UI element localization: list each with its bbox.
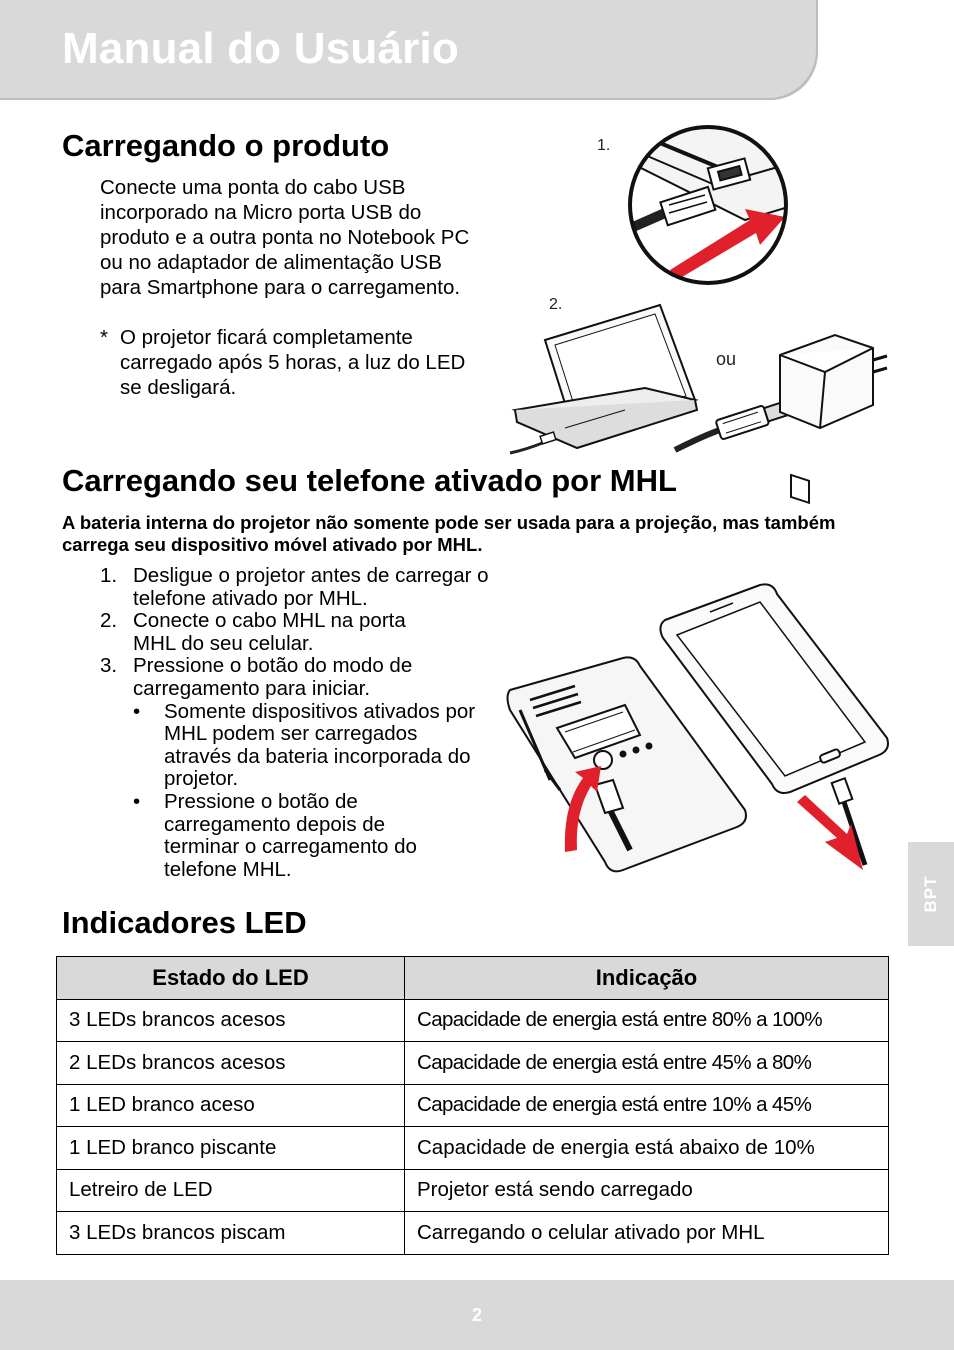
usb-closeup-illustration: [625, 125, 795, 290]
note-text: O projetor ficará completamente carregado após 5 horas, a luz do LED se desligará.: [120, 326, 466, 399]
heading-mhl: Carregando seu telefone ativado por MHL: [62, 463, 677, 498]
led-state-cell: 1 LED branco piscante: [57, 1127, 405, 1170]
table-row: [57, 1169, 889, 1212]
laptop-adapter-illustration: [505, 300, 895, 460]
table-row: [57, 1042, 889, 1085]
indication-cell: Capacidade de energia está entre 80% a 100%: [405, 999, 889, 1042]
indication-cell: Capacidade de energia está entre 45% a 80%: [405, 1042, 889, 1085]
bullet-marker: •: [133, 699, 141, 723]
led-state-cell: 3 LEDs brancos acesos: [57, 999, 405, 1042]
heading-led: Indicadores LED: [62, 905, 307, 940]
mhl-step: [100, 610, 443, 655]
mhl-bullet: [100, 791, 454, 881]
projector-phone-illustration: [505, 580, 890, 880]
led-table: [56, 956, 889, 1255]
led-state-cell: 1 LED branco aceso: [57, 1084, 405, 1127]
figure-step2-label: 2.: [549, 296, 563, 313]
figure-or-label: ou: [716, 349, 737, 369]
mhl-step: [100, 565, 503, 610]
bullet-text: Pressione o botão de carregamento depois de terminar o carregamento do telefone MHL.: [164, 789, 417, 881]
page-title: Manual do Usuário: [62, 24, 459, 73]
table-header-row: [57, 957, 889, 1000]
mhl-bullet: [100, 701, 486, 791]
charging-body: Conecte uma ponta do cabo USB incorporado na Micro porta USB do produto e a outra ponta no Notebook PC ou no adaptador de alimentação USB para Smartphone para o carregamento.: [100, 176, 470, 299]
header-tab: [0, 0, 818, 100]
bullet-text: Somente dispositivos ativados por MHL podem ser carregados através da bateria incorporada do projetor.: [164, 699, 476, 791]
step-text: Pressione o botão do modo de carregamento para iniciar.: [133, 654, 413, 700]
led-state-cell: Letreiro de LED: [57, 1169, 405, 1212]
page-number: 2: [471, 1305, 482, 1325]
table-row: [57, 1084, 889, 1127]
indication-cell: Capacidade de energia está abaixo de 10%: [405, 1127, 889, 1170]
language-tab: [908, 842, 954, 946]
indication-cell: Capacidade de energia está entre 10% a 45%: [405, 1084, 889, 1127]
mhl-intro: A bateria interna do projetor não somente pode ser usada para a projeção, mas também carrega seu dispositivo móvel ativado por MHL.: [62, 512, 836, 555]
mhl-step: [100, 655, 453, 700]
column-header-indication: Indicação: [405, 957, 889, 1000]
table-row: [57, 999, 889, 1042]
table-row: [57, 1127, 889, 1170]
figure-step1-label: 1.: [597, 137, 611, 154]
table-row: [57, 1212, 889, 1255]
charging-note: [100, 325, 480, 400]
step-text: Desligue o projetor antes de carregar o telefone ativado por MHL.: [133, 564, 489, 610]
mhl-steps: [100, 565, 520, 881]
indication-cell: Projetor está sendo carregado: [405, 1169, 889, 1212]
step-number: 1.: [100, 564, 118, 587]
heading-charging: Carregando o produto: [62, 128, 390, 163]
led-state-cell: 2 LEDs brancos acesos: [57, 1042, 405, 1085]
bullet-marker: •: [133, 789, 141, 813]
column-header-led-state: Estado do LED: [57, 957, 405, 1000]
note-marker: *: [100, 326, 108, 349]
step-number: 2.: [100, 609, 118, 633]
led-state-cell: 3 LEDs brancos piscam: [57, 1212, 405, 1255]
indication-cell: Carregando o celular ativado por MHL: [405, 1212, 889, 1255]
step-number: 3.: [100, 654, 118, 678]
step-text: Conecte o cabo MHL na porta MHL do seu celular.: [133, 609, 406, 655]
footer-band: [0, 1280, 954, 1350]
language-tab-label: BPT: [921, 875, 940, 913]
